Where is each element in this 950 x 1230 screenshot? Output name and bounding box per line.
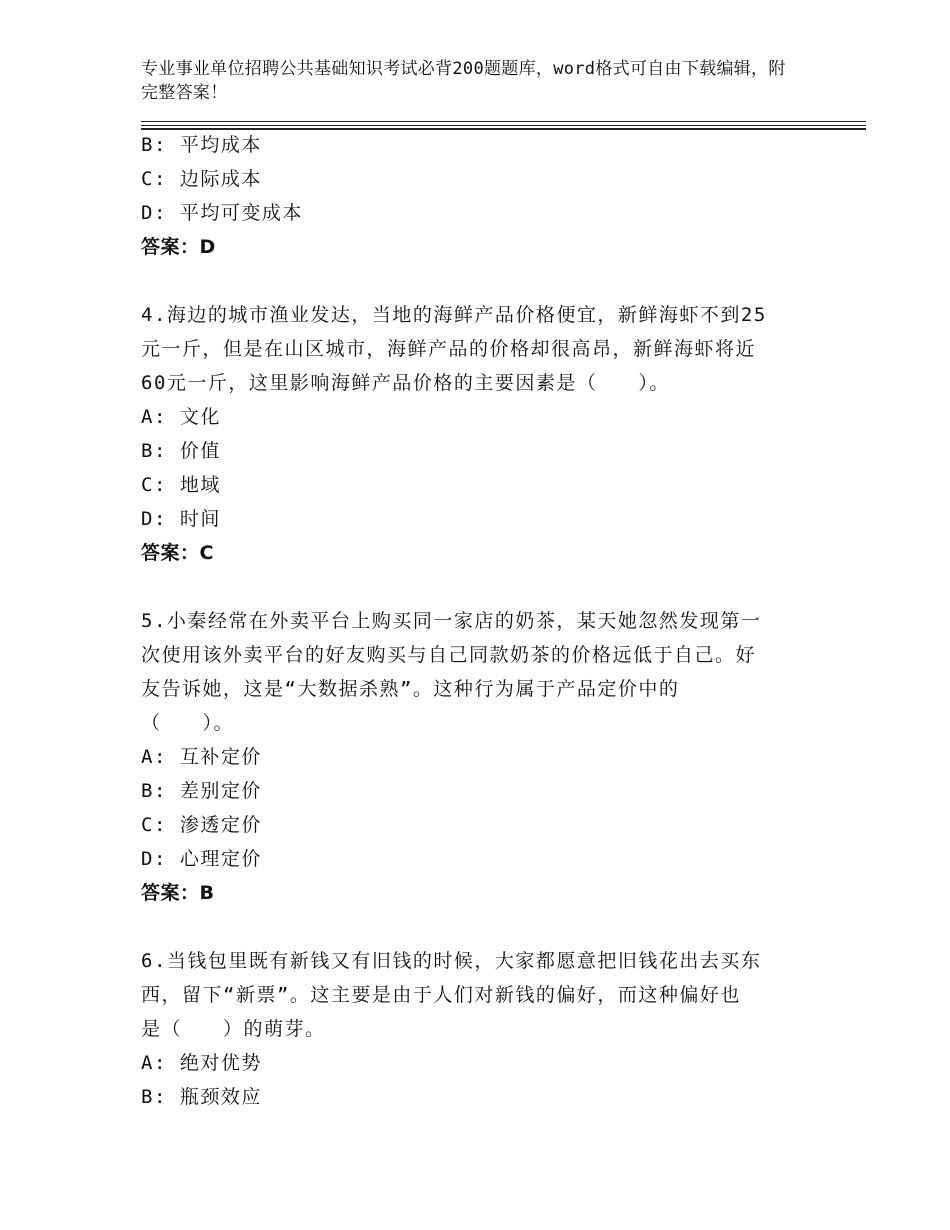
question-stem-line: 6.当钱包里既有新钱又有旧钱的时候，大家都愿意把旧钱花出去买东 — [141, 950, 762, 972]
header-divider — [141, 125, 866, 126]
option-b: B: 价值 — [141, 440, 221, 462]
question-stem-line: （ ）。 — [141, 712, 235, 734]
option-c: C: 地域 — [141, 474, 221, 496]
question-6 — [141, 944, 821, 1114]
question-stem-line: 5.小秦经常在外卖平台上购买同一家店的奶茶，某天她忽然发现第一 — [141, 610, 762, 632]
question-4 — [141, 298, 821, 570]
question-stem-line: 次使用该外卖平台的好友购买与自己同款奶茶的价格远低于自己。好 — [141, 644, 757, 666]
question-content — [141, 128, 821, 1114]
question-stem-line: 4.海边的城市渔业发达，当地的海鲜产品价格便宜，新鲜海虾不到25 — [141, 304, 767, 326]
question-stem-line: 西，留下“新票”。这主要是由于人们对新钱的偏好，而这种偏好也 — [141, 984, 741, 1006]
question-stem-line: 友告诉她，这是“大数据杀熟”。这种行为属于产品定价中的 — [141, 678, 680, 700]
answer: 答案：C — [141, 542, 214, 564]
question-stem-line: 元一斤，但是在山区城市，海鲜产品的价格却很高昂，新鲜海虾将近 — [141, 338, 757, 360]
option-d: D: 心理定价 — [141, 848, 262, 870]
question-3-continued — [141, 128, 821, 264]
question-stem-line: 60元一斤，这里影响海鲜产品价格的主要因素是（ ）。 — [141, 372, 670, 394]
option-b: B: 瓶颈效应 — [141, 1086, 262, 1108]
option-d: D: 平均可变成本 — [141, 202, 303, 224]
option-a: A: 文化 — [141, 406, 221, 428]
question-stem-line: 是（ ）的萌芽。 — [141, 1018, 326, 1040]
option-d: D: 时间 — [141, 508, 221, 530]
option-c: C: 边际成本 — [141, 168, 262, 190]
page-header — [141, 57, 801, 105]
option-c: C: 渗透定价 — [141, 814, 262, 836]
answer: 答案：B — [141, 882, 215, 904]
question-5 — [141, 604, 821, 910]
header-text: 专业事业单位招聘公共基础知识考试必背200题题库，word格式可自由下载编辑，附完整答案！ — [141, 59, 786, 103]
option-a: A: 绝对优势 — [141, 1052, 262, 1074]
option-b: B: 差别定价 — [141, 780, 262, 802]
header-divider — [141, 121, 866, 122]
option-b: B: 平均成本 — [141, 134, 262, 156]
answer: 答案：D — [141, 236, 216, 258]
option-a: A: 互补定价 — [141, 746, 262, 768]
